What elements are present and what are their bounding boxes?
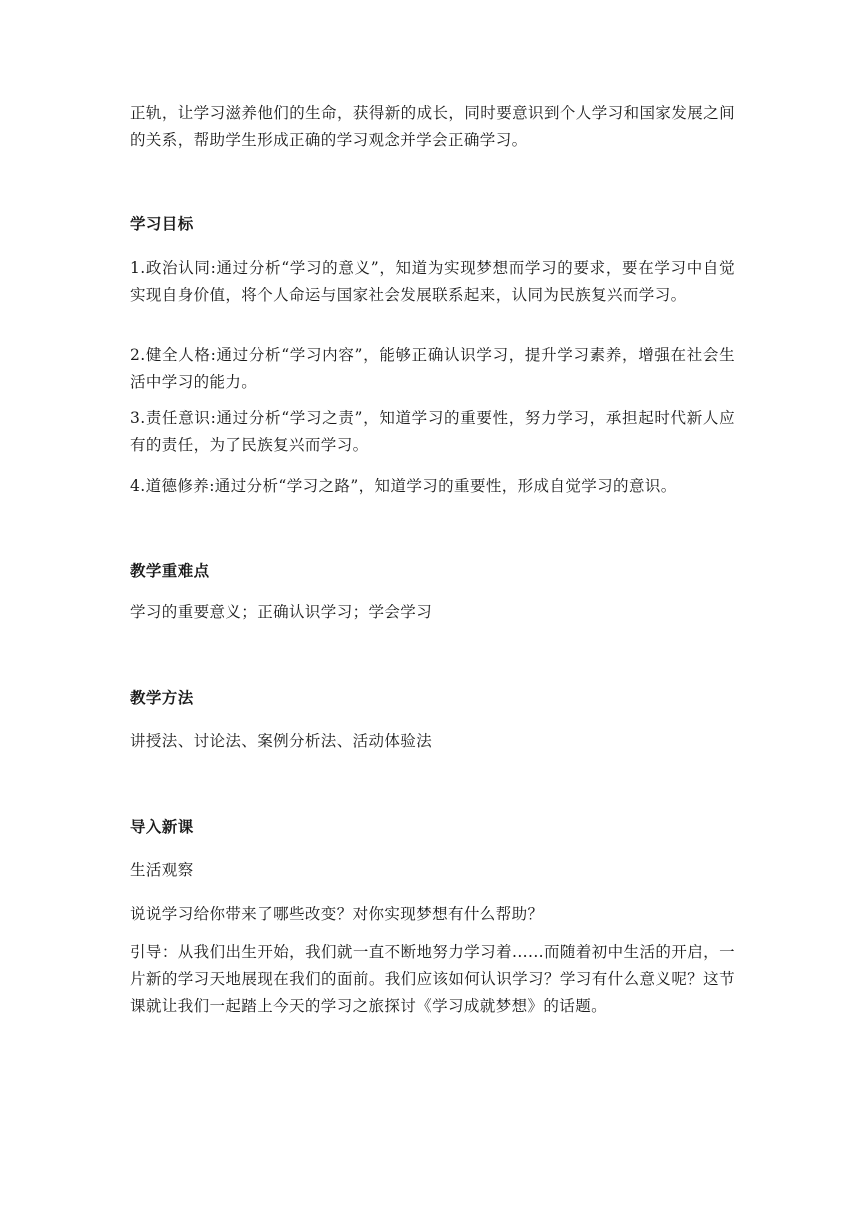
goal-item-1: 1.政治认同:通过分析“学习的意义”，知道为实现梦想而学习的要求，要在学习中自觉实现自身价值，将个人命运与国家社会发展联系起来，认同为民族复兴而学习。 (130, 259, 735, 304)
new-lesson-heading: 导入新课 (130, 818, 194, 836)
intro-paragraph: 正轨，让学习滋养他们的生命，获得新的成长，同时要意识到个人学习和国家发展之间的关系，帮助学生形成正确的学习观念并学会正确学习。 (130, 104, 735, 149)
key-points-heading: 教学重难点 (130, 562, 210, 580)
methods-text: 讲授法、讨论法、案例分析法、活动体验法 (130, 732, 433, 750)
goal-item-3: 3.责任意识:通过分析“学习之责”，知道学习的重要性，努力学习，承担起时代新人应有的责任，为了民族复兴而学习。 (130, 409, 735, 454)
goals-heading: 学习目标 (130, 215, 194, 233)
goal-item-2: 2.健全人格:通过分析“学习内容”，能够正确认识学习，提升学习素养，增强在社会生活中学习的能力。 (130, 346, 735, 391)
key-points-text: 学习的重要意义；正确认识学习；学会学习 (130, 603, 433, 621)
new-lesson-subheading: 生活观察 (130, 861, 194, 879)
goal-item-4: 4.道德修养:通过分析“学习之路”，知道学习的重要性，形成自觉学习的意识。 (130, 477, 677, 495)
methods-heading: 教学方法 (130, 689, 194, 707)
new-lesson-guide: 引导：从我们出生开始，我们就一直不断地努力学习着......而随着初中生活的开启，一片新的学习天地展现在我们的面前。我们应该如何认识学习？学习有什么意义呢？这节课就让我们一起踏上今天的学习之旅探讨《学习成就梦想》的话题。 (130, 943, 735, 1015)
new-lesson-question: 说说学习给你带来了哪些改变？对你实现梦想有什么帮助？ (130, 905, 544, 923)
